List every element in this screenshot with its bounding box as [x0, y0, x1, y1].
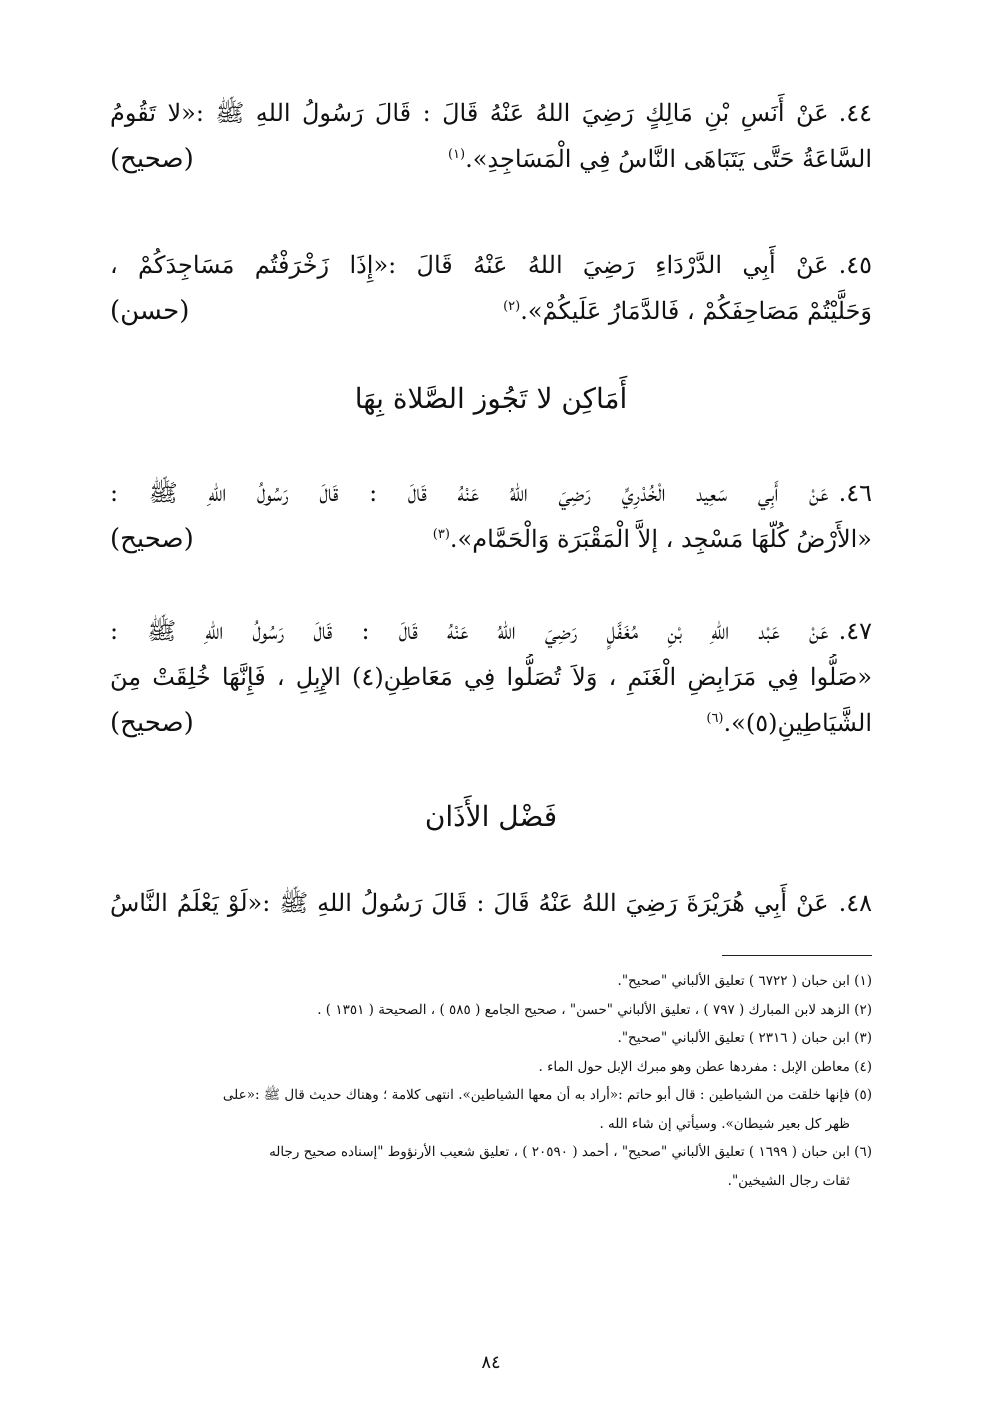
hadith-45 [110, 242, 872, 334]
hadith-line [110, 288, 872, 334]
page-number: ٨٤ [481, 1352, 501, 1373]
document-page [110, 0, 872, 1403]
hadith-line [110, 516, 872, 562]
hadith-grade: (صحيح) [110, 524, 194, 554]
hadith-text: عَنْ أَبِي سَعِيد الْخُدْرِيِّ رَضِيَ اللهُ عَنْهُ قَالَ : قَالَ رَسُولُ اللهِ ﷺ : [110, 479, 829, 507]
hadith-text: عَنْ أَنَسِ بْنِ مَالِكٍ رَضِيَ اللهُ عَنْهُ قَالَ : قَالَ رَسُولُ اللهِ ﷺ :«لا تَقُومُ [110, 99, 829, 127]
hadith-text: «صَلُّوا فِي مَرَابِضِ الْغَنَمِ ، وَلاَ تُصَلُّوا فِي مَعَاطِنِ(٤) الإِبِلِ ، فَإِنَّهَا خُلِقَتْ مِنَ [110, 663, 872, 691]
hadith-grade: (حسن) [110, 296, 190, 326]
footnote-6-line: (٦) ابن حبان ( ١٦٩٩ ) تعليق الألباني "صحيح" ، أحمد ( ٢٠٥٩٠ ) ، تعليق شعيب الأرنؤوط "إسناده صحيح رجاله [269, 1144, 872, 1160]
hadith-line [110, 90, 872, 136]
hadith-line [110, 242, 872, 288]
footnotes [110, 967, 872, 1195]
hadith-text: وَحَلَّيْتُمْ مَصَاحِفَكُمْ ، فَالدَّمَارُ عَلَيكُمْ». [520, 297, 872, 325]
hadith-grade: (صحيح) [110, 144, 194, 174]
hadith-number: ٤٧. [838, 617, 872, 645]
hadith-line [110, 136, 872, 182]
footnote-5-line: (٥) فإنها خلقت من الشياطين : قال أبو حاتم :«أراد به أن معها الشياطين». انتهى كلامة ؛ وهناك حديث قال ﷺ :«على [222, 1087, 872, 1103]
hadith-44 [110, 90, 872, 182]
hadith-line [110, 470, 872, 516]
footnote-ref[interactable]: (٢) [503, 299, 521, 314]
section-heading-prohibited-places: أَمَاكِن لا تَجُوز الصَّلاة بِهَا [354, 382, 628, 415]
hadith-47 [110, 608, 872, 746]
hadith-48 [110, 880, 872, 926]
hadith-text: الشَّيَاطِينِ(٥)». [723, 709, 872, 737]
footnote-ref[interactable]: (٣) [432, 527, 450, 542]
hadith-line [110, 700, 872, 746]
footnote-6 [110, 1138, 872, 1195]
hadith-line [110, 880, 872, 926]
hadith-text: السَّاعَةُ حَتَّى يَتَبَاهَى النَّاسُ فِي الْمَسَاجِدِ». [465, 145, 872, 173]
hadith-number: ٤٤. [838, 99, 872, 127]
footnote-separator [722, 955, 872, 956]
footnote-ref[interactable]: (٦) [706, 711, 724, 726]
section-heading-virtue-of-adhan: فَضْل الأَذَان [424, 800, 558, 833]
footnote-ref[interactable]: (١) [447, 147, 466, 162]
hadith-text: عَنْ عَبْد اللهِ بْنِ مُغَفَّلٍ رَضِيَ اللهُ عَنْهُ قَالَ : قَالَ رَسُولُ اللهِ ﷺ : [110, 617, 829, 645]
hadith-line [110, 654, 872, 700]
hadith-text: عَنْ أَبِي هُرَيْرَةَ رَضِيَ اللهُ عَنْهُ قَالَ : قَالَ رَسُولُ اللهِ ﷺ :«لَوْ يَعْلَمُ النَّاسُ [110, 889, 829, 917]
footnote-4: (٤) معاطن الإبل : مفردها عطن وهو مبرك الإبل حول الماء . [538, 1058, 872, 1075]
hadith-number: ٤٥. [838, 251, 872, 279]
footnote-5-continuation: ظهر كل بعير شيطان». وسيأتي إن شاء الله . [599, 1115, 850, 1132]
hadith-text: «الأَرْضُ كُلّهَا مَسْجِد ، إلاَّ الْمَقْبَرَة وَالْحَمَّام». [449, 525, 872, 553]
footnote-6-continuation: ثقات رجال الشيخين". [727, 1172, 850, 1189]
footnote-2: (٢) الزهد لابن المبارك ( ٧٩٧ ) ، تعليق الألباني "حسن" ، صحيح الجامع ( ٥٨٥ ) ، الصحيحة ( ١٣٥١ ) . [317, 1001, 872, 1018]
footnote-3: (٣) ابن حبان ( ٢٣١٦ ) تعليق الألباني "صحيح". [617, 1030, 872, 1046]
hadith-grade: (صحيح) [110, 708, 194, 738]
footnote-5 [110, 1081, 872, 1138]
hadith-text: عَنْ أَبِي الدَّرْدَاءِ رَضِيَ اللهُ عَنْهُ قَالَ :«إِذَا زَخْرَفْتُم مَسَاجِدَكُمْ ، [110, 251, 829, 279]
hadith-line [110, 608, 872, 654]
hadith-46 [110, 470, 872, 562]
hadith-number: ٤٦. [838, 479, 872, 507]
footnote-1: (١) ابن حبان ( ٦٧٢٢ ) تعليق الألباني "صحيح". [617, 973, 872, 989]
hadith-number: ٤٨. [838, 889, 872, 917]
